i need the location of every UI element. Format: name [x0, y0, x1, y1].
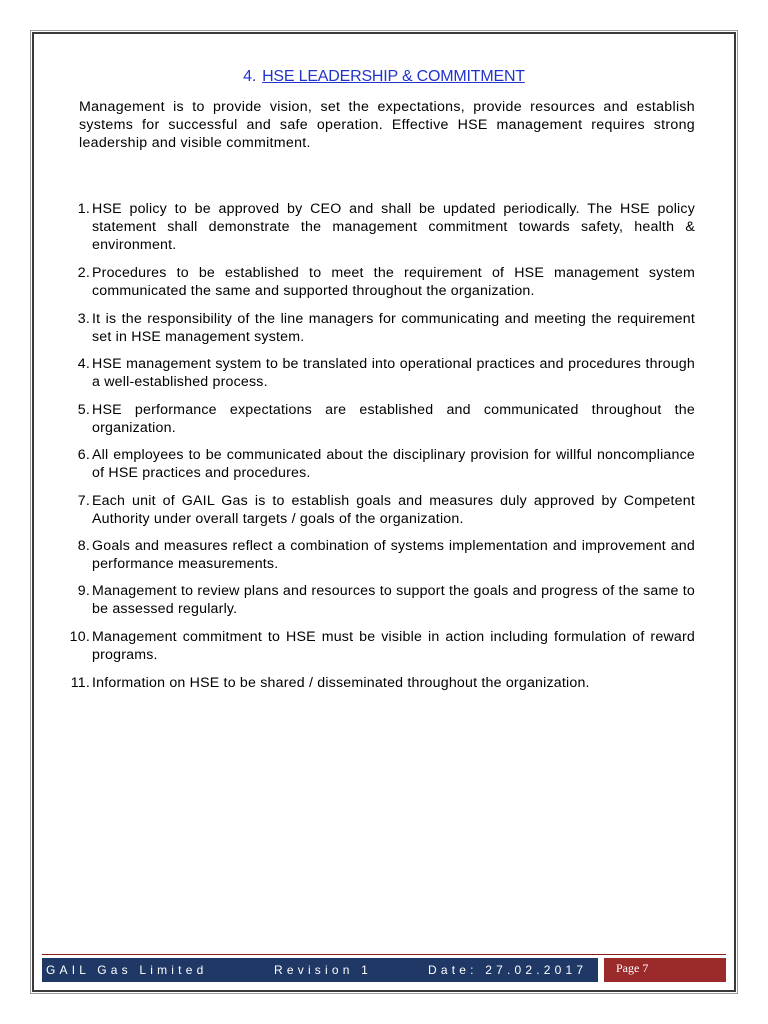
list-item [60, 264, 695, 300]
footer-divider [42, 954, 726, 955]
list-item [60, 401, 695, 437]
item-text: Procedures to be established to meet the requirement of HSE management system communicated the same and supported throughout the organization. [92, 265, 695, 299]
item-number: 3. [77, 311, 90, 327]
item-text: Goals and measures reflect a combination of systems implementation and improvement and performance measurements. [92, 538, 695, 572]
item-number: 1. [77, 201, 90, 217]
item-number: 6. [77, 447, 90, 463]
footer-page-number: Page 7 [604, 958, 726, 982]
footer-info-bar [42, 958, 598, 982]
list-item [60, 200, 695, 254]
item-number: 9. [77, 583, 90, 599]
item-number: 4. [77, 356, 90, 372]
item-text: HSE policy to be approved by CEO and shall be updated periodically. The HSE policy statement shall demonstrate the management commitment towards safety, health & environment. [92, 201, 695, 253]
list-item [60, 537, 695, 573]
footer-company: GAIL Gas Limited [46, 963, 208, 977]
item-number: 10. [69, 629, 90, 645]
list-item [60, 582, 695, 618]
list-item [60, 446, 695, 482]
item-text: Management to review plans and resources to support the goals and progress of the same to be assessed regularly. [92, 583, 695, 617]
footer-date: Date: 27.02.2017 [428, 963, 588, 977]
item-text: Management commitment to HSE must be visible in action including formulation of reward programs. [92, 629, 695, 663]
footer-revision: Revision 1 [274, 963, 373, 977]
document-page [32, 32, 736, 992]
list-item [60, 492, 695, 528]
page-footer [42, 958, 726, 982]
item-number: 8. [77, 538, 90, 554]
section-title: HSE LEADERSHIP & COMMITMENT [262, 68, 525, 85]
item-number: 7. [77, 493, 90, 509]
list-item [60, 674, 695, 692]
intro-paragraph: Management is to provide vision, set the expectations, provide resources and establish systems for successful and safe operation. Effective HSE management requires strong leadership and visible commitment. [79, 99, 695, 151]
item-number: 11. [70, 675, 90, 691]
item-number: 5. [77, 402, 90, 418]
item-text: It is the responsibility of the line managers for communicating and meeting the requirement set in HSE management system. [92, 311, 695, 345]
list-item [60, 628, 695, 664]
section-heading [44, 68, 724, 86]
section-number: 4. [243, 68, 257, 85]
list-item [60, 310, 695, 346]
item-text: Information on HSE to be shared / disseminated throughout the organization. [92, 675, 590, 691]
list-item [60, 355, 695, 391]
item-text: Each unit of GAIL Gas is to establish goals and measures duly approved by Competent Authority under overall targets / goals of the organization. [92, 493, 695, 527]
item-number: 2. [77, 265, 90, 281]
item-text: HSE performance expectations are established and communicated throughout the organization. [92, 402, 695, 436]
item-text: All employees to be communicated about the disciplinary provision for willful noncompliance of HSE practices and procedures. [92, 447, 695, 481]
item-text: HSE management system to be translated into operational practices and procedures through a well-established process. [92, 356, 695, 390]
